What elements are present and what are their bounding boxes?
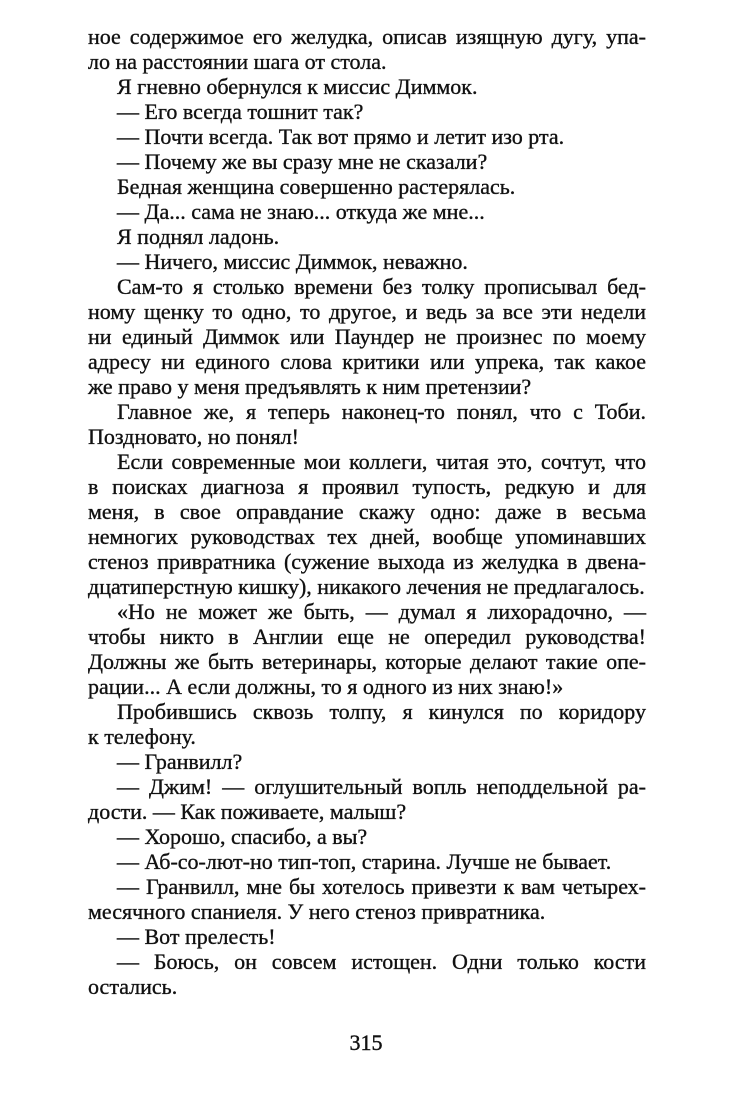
text-line-33: — Хорошо, спасибо, а вы? (117, 824, 368, 849)
text-line-26: Должны же быть ветеринары, которые делают такие опе- (88, 649, 646, 674)
text-line-29: к телефону. (88, 724, 196, 749)
text-line-35: — Гранвилл, мне бы хотелось привезти к вам четырех- (117, 874, 646, 899)
text-line-9: Я поднял ладонь. (117, 224, 280, 249)
text-line-24: «Но не может же быть, — думал я лихорадочно, — (117, 599, 646, 624)
text-line-20: меня, в свое оправдание скажу одно: даже в весьма (88, 499, 646, 524)
text-line-1: ное содержимое его желудка, описав изящную дугу, упа- (88, 24, 646, 49)
text-line-8: — Да... сама не знаю... откуда же мне... (117, 199, 485, 224)
text-line-18: Если современные мои коллеги, читая это, сочтут, что (117, 449, 646, 474)
text-line-32: дости. — Как поживаете, малыш? (88, 799, 407, 824)
text-line-15: же право у меня предъявлять к ним претензии? (88, 374, 532, 399)
text-line-37: — Вот прелесть! (117, 924, 276, 949)
text-line-3: Я гневно обернулся к миссис Диммок. (117, 74, 478, 99)
text-line-25: чтобы никто в Англии еще не опередил руководства! (88, 624, 646, 649)
text-line-13: ни единый Диммок или Паундер не произнес по моему (88, 324, 646, 349)
page-number: 315 (349, 1030, 383, 1055)
text-line-2: ло на расстоянии шага от стола. (88, 49, 387, 74)
text-line-7: Бедная женщина совершенно растерялась. (117, 174, 516, 199)
text-line-27: рации... А если должны, то я одного из них знаю!» (88, 674, 564, 699)
text-line-22: стеноз привратника (сужение выхода из желудка в двена- (88, 549, 646, 574)
text-line-28: Пробившись сквозь толпу, я кинулся по коридору (117, 699, 646, 724)
text-line-16: Главное же, я теперь наконец-то понял, что с Тоби. (117, 399, 646, 424)
text-line-38: — Боюсь, он совсем истощен. Одни только кости (117, 949, 646, 974)
text-line-36: месячного спаниеля. У него стеноз привратника. (88, 899, 546, 924)
text-line-6: — Почему же вы сразу мне не сказали? (117, 149, 488, 174)
text-line-39: остались. (88, 974, 178, 999)
text-line-10: — Ничего, миссис Диммок, неважно. (117, 249, 468, 274)
text-line-17: Поздновато, но понял! (88, 424, 300, 449)
text-line-30: — Гранвилл? (117, 749, 243, 774)
text-line-11: Сам-то я столько времени без толку прописывал бед- (117, 274, 646, 299)
text-line-21: немногих руководствах тех дней, вообще упоминавших (88, 524, 646, 549)
text-line-12: ному щенку то одно, то другое, и ведь за все эти недели (88, 299, 646, 324)
text-line-5: — Почти всегда. Так вот прямо и летит изо рта. (117, 124, 565, 149)
text-line-31: — Джим! — оглушительный вопль неподдельной ра- (117, 774, 646, 799)
text-line-4: — Его всегда тошнит так? (117, 99, 364, 124)
text-line-14: адресу ни единого слова критики или упрека, так какое (88, 349, 646, 374)
text-line-19: в поисках диагноза я проявил тупость, редкую и для (88, 474, 646, 499)
text-line-23: дцатиперстную кишку), никакого лечения не предлагалось. (88, 574, 645, 599)
text-line-34: — Аб-со-лют-но тип-топ, старина. Лучше не бывает. (117, 849, 612, 874)
